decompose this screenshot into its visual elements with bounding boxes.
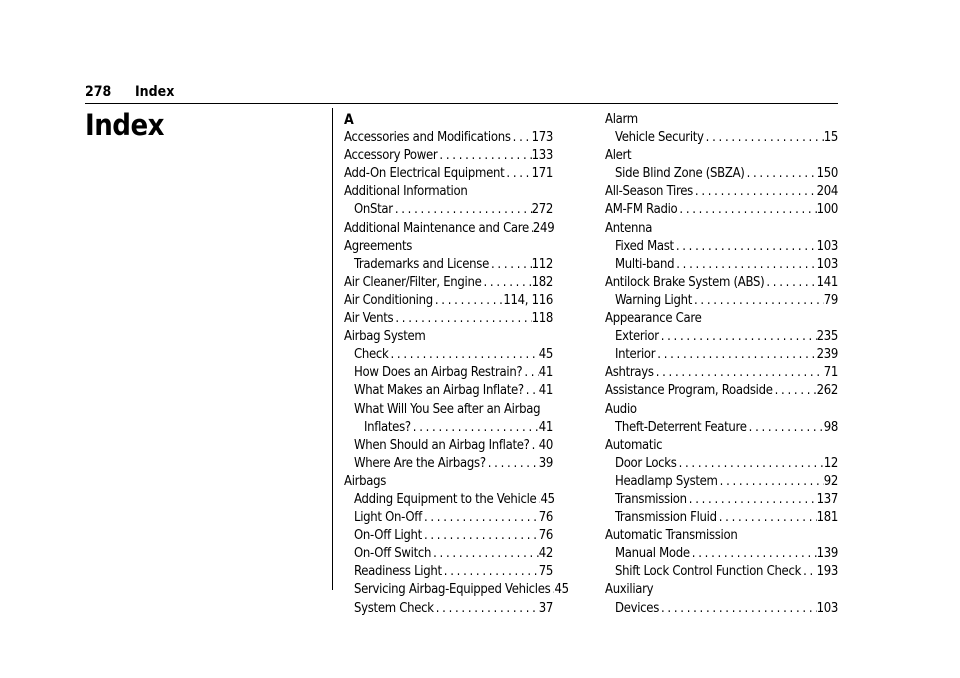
- index-entry-label: Where Are the Airbags?: [354, 455, 486, 471]
- index-entry: [605, 563, 838, 581]
- index-entry: [344, 346, 553, 364]
- dot-leader: [801, 563, 817, 581]
- index-entry-label: Inflates?: [364, 419, 411, 435]
- index-entry: [605, 220, 838, 238]
- index-entry: [605, 364, 838, 382]
- index-entry: [344, 256, 553, 274]
- index-entry-page: 137: [816, 491, 838, 507]
- dot-leader: [434, 600, 539, 618]
- index-entry-label: Interior: [615, 347, 656, 363]
- index-entry: [344, 509, 553, 527]
- dot-leader: [717, 509, 817, 527]
- index-entry-label: Add-On Electrical Equipment: [344, 166, 505, 182]
- index-entry-page: 98: [823, 419, 838, 435]
- index-entry-label: Theft-Deterrent Feature: [615, 419, 747, 435]
- index-entry: [344, 220, 553, 238]
- index-entry: [344, 491, 553, 509]
- index-entry-label: Antilock Brake System (ABS): [605, 274, 765, 290]
- index-entry: [605, 147, 838, 165]
- index-entry-label: Automatic: [605, 437, 663, 453]
- index-entry-page: 112: [531, 256, 553, 272]
- dot-leader: [393, 310, 531, 328]
- index-entry-label: What Makes an Airbag Inflate?: [354, 383, 524, 399]
- index-entry-label: Door Locks: [615, 455, 677, 471]
- dot-leader: [411, 419, 539, 437]
- dot-leader: [431, 545, 539, 563]
- index-entry-label: Check: [354, 347, 389, 363]
- index-entry: [344, 437, 553, 455]
- index-entry-page: 150: [816, 166, 838, 182]
- index-entry-page: 235: [816, 329, 838, 345]
- index-column-2: [605, 111, 838, 618]
- page-title: Index: [85, 108, 164, 142]
- index-entry-label: What Will You See after an Airbag: [354, 401, 541, 417]
- index-entry-label: Air Cleaner/Filter, Engine: [344, 274, 482, 290]
- dot-leader: [504, 165, 531, 183]
- index-entry: [605, 527, 838, 545]
- index-entry-label: When Should an Airbag Inflate?: [354, 437, 530, 453]
- index-entry-page: 103: [816, 238, 838, 254]
- dot-leader: [489, 256, 532, 274]
- index-entry: [605, 292, 838, 310]
- index-entry-label: Additional Information: [344, 184, 468, 200]
- index-entry: [605, 328, 838, 346]
- page-number: 278: [85, 84, 112, 100]
- dot-leader: [659, 328, 817, 346]
- index-entry: [605, 473, 838, 491]
- index-entry-page: 71: [823, 365, 838, 381]
- index-entry-label: AM-FM Radio: [605, 202, 678, 218]
- index-entry: [344, 328, 553, 346]
- index-entry-label: Additional Maintenance and Care: [344, 220, 529, 236]
- index-entry: [605, 310, 838, 328]
- index-entry-label: Headlamp System: [615, 473, 718, 489]
- dot-leader: [422, 509, 539, 527]
- index-entry-label: Light On-Off: [354, 510, 422, 526]
- index-entry-page: 239: [816, 347, 838, 363]
- index-entry: [344, 419, 553, 437]
- index-entry: [344, 183, 553, 201]
- index-entry: [344, 581, 569, 599]
- index-entry-label: System Check: [354, 600, 434, 616]
- index-entry-label: Vehicle Security: [615, 130, 704, 146]
- index-entry: [605, 183, 838, 201]
- index-entry-label: On-Off Light: [354, 528, 422, 544]
- index-entry-label: Transmission Fluid: [615, 510, 717, 526]
- index-entry: [605, 600, 838, 618]
- index-entry-label: Alarm: [605, 112, 638, 127]
- index-entry-label: How Does an Airbag Restrain?: [354, 365, 523, 381]
- index-entry: [344, 455, 553, 473]
- dot-leader: [704, 129, 824, 147]
- dot-leader: [522, 364, 538, 382]
- index-entry-page: 139: [816, 546, 838, 562]
- index-entry-page: 45: [554, 582, 569, 598]
- dot-leader: [433, 292, 503, 310]
- index-entry-page: 100: [816, 202, 838, 218]
- index-entry-page: 141: [816, 274, 838, 290]
- dot-leader: [442, 563, 539, 581]
- index-entry-page: 181: [816, 510, 838, 526]
- index-entry: [344, 147, 553, 165]
- index-entry: [605, 256, 838, 274]
- index-entry-label: Adding Equipment to the Vehicle: [354, 491, 537, 507]
- index-entry-label: Airbag System: [344, 329, 426, 345]
- index-entry-label: Trademarks and License: [354, 256, 489, 272]
- dot-leader: [524, 382, 539, 400]
- index-entry: [605, 165, 838, 183]
- index-entry-label: Fixed Mast: [615, 238, 674, 254]
- index-entry-page: 262: [816, 383, 838, 399]
- index-entry-label: Exterior: [615, 329, 659, 345]
- index-entry-page: 37: [538, 600, 553, 616]
- index-letter-heading: A: [344, 112, 354, 128]
- dot-leader: [437, 147, 531, 165]
- dot-leader: [764, 274, 816, 292]
- index-entry-page: 193: [816, 564, 838, 580]
- index-entry-label: Antenna: [605, 220, 653, 236]
- index-entry: [605, 491, 838, 509]
- index-entry-label: Assistance Program, Roadside: [605, 383, 773, 399]
- dot-leader: [482, 274, 532, 292]
- dot-leader: [773, 382, 817, 400]
- dot-leader: [530, 437, 539, 455]
- index-entry: [605, 346, 838, 364]
- dot-leader: [745, 165, 817, 183]
- index-entry-page: 75: [538, 564, 553, 580]
- index-entry-label: Air Conditioning: [344, 292, 433, 308]
- index-entry-page: 12: [823, 455, 838, 471]
- index-entry: [344, 238, 553, 256]
- dot-leader: [674, 256, 816, 274]
- index-entry-label: Transmission: [615, 491, 687, 507]
- dot-leader: [674, 238, 817, 256]
- index-entry-label: Appearance Care: [605, 311, 702, 327]
- index-entry-page: 171: [531, 166, 553, 182]
- index-entry-label: Multi-band: [615, 256, 675, 272]
- index-entry: [344, 201, 553, 219]
- index-entry: [344, 364, 553, 382]
- index-entry: [344, 292, 553, 310]
- index-entry-page: 76: [538, 510, 553, 526]
- index-entry-label: Auxiliary: [605, 582, 654, 598]
- index-entry-label: Ashtrays: [605, 365, 654, 381]
- index-entry-page: 45: [538, 347, 553, 363]
- index-entry-page: 41: [538, 383, 553, 399]
- dot-leader: [693, 183, 817, 201]
- index-entry: [605, 401, 838, 419]
- index-entry-page: 41: [538, 365, 553, 381]
- index-entry: [344, 310, 553, 328]
- section-name: Index: [135, 84, 175, 100]
- index-entry-label: Airbags: [344, 473, 387, 489]
- dot-leader: [677, 201, 816, 219]
- index-entry: [344, 129, 553, 147]
- index-entry: [605, 437, 838, 455]
- column-divider: [332, 108, 333, 590]
- index-entry-label: Readiness Light: [354, 564, 442, 580]
- index-entry-page: 15: [823, 130, 838, 146]
- dot-leader: [677, 455, 824, 473]
- dot-leader: [422, 527, 539, 545]
- dot-leader: [655, 346, 816, 364]
- index-entry-page: 79: [823, 292, 838, 308]
- index-entry: [344, 600, 553, 618]
- index-entry: [605, 509, 838, 527]
- index-entry: [605, 545, 838, 563]
- index-entry: [344, 473, 553, 491]
- index-entry: [344, 274, 553, 292]
- index-entry-page: 103: [816, 256, 838, 272]
- index-entry-page: 39: [538, 455, 553, 471]
- dot-leader: [511, 129, 532, 147]
- index-entry-label: Air Vents: [344, 311, 394, 327]
- index-entry: [605, 419, 838, 437]
- index-entry: [344, 545, 553, 563]
- index-entry-label: Audio: [605, 401, 637, 417]
- index-entry-page: 249: [532, 220, 555, 236]
- index-entry-page: 182: [531, 274, 553, 290]
- index-entry: [605, 129, 838, 147]
- dot-leader: [393, 201, 532, 219]
- index-entry-label: Alert: [605, 148, 632, 164]
- index-entry-page: 272: [531, 202, 553, 218]
- dot-leader: [654, 364, 824, 382]
- index-entry-label: Servicing Airbag-Equipped Vehicles: [354, 582, 551, 598]
- dot-leader: [690, 545, 817, 563]
- dot-leader: [486, 455, 539, 473]
- dot-leader: [718, 473, 824, 491]
- index-entry: [344, 401, 553, 419]
- index-entry: [344, 382, 553, 400]
- index-entry: [344, 527, 553, 545]
- index-entry-label: Manual Mode: [615, 546, 690, 562]
- index-entry-page: 204: [816, 184, 838, 200]
- index-entry-page: 40: [538, 437, 553, 453]
- index-entry-page: 118: [531, 311, 553, 327]
- index-entry: [605, 581, 838, 599]
- index-entry-label: Side Blind Zone (SBZA): [615, 166, 745, 182]
- index-entry-label: Devices: [615, 600, 659, 616]
- index-entry-label: Agreements: [344, 238, 413, 254]
- index-entry: [344, 563, 553, 581]
- index-entry-label: Accessory Power: [344, 148, 438, 164]
- index-entry-page: 76: [538, 528, 553, 544]
- index-entry-page: 45: [540, 491, 555, 507]
- index-entry: [605, 238, 838, 256]
- index-entry-label: All-Season Tires: [605, 184, 693, 200]
- dot-leader: [659, 600, 817, 618]
- index-entry-page: 103: [816, 600, 838, 616]
- dot-leader: [687, 491, 817, 509]
- index-entry: [605, 382, 838, 400]
- index-entry-page: 41: [538, 419, 553, 435]
- index-entry: [344, 165, 553, 183]
- index-entry-page: 92: [823, 473, 838, 489]
- index-entry-page: 42: [538, 546, 553, 562]
- dot-leader: [389, 346, 539, 364]
- index-entry: [605, 111, 838, 129]
- header-rule: [85, 103, 838, 104]
- index-entry-label: Automatic Transmission: [605, 528, 738, 544]
- dot-leader: [747, 419, 824, 437]
- index-entry: [605, 455, 838, 473]
- index-entry: [605, 274, 838, 292]
- index-entry-label: Shift Lock Control Function Check: [615, 564, 802, 580]
- index-entry-page: 114, 116: [503, 292, 553, 308]
- index-entry-label: Warning Light: [615, 292, 692, 308]
- index-entry-label: On-Off Switch: [354, 546, 432, 562]
- index-entry-label: OnStar: [354, 202, 393, 218]
- dot-leader: [692, 292, 824, 310]
- index-entry: [605, 201, 838, 219]
- index-entry-page: 133: [531, 148, 553, 164]
- page-header: [85, 84, 174, 100]
- index-entry-page: 173: [531, 130, 553, 146]
- index-entry-label: Accessories and Modifications: [344, 130, 511, 146]
- index-column-1: [344, 111, 569, 618]
